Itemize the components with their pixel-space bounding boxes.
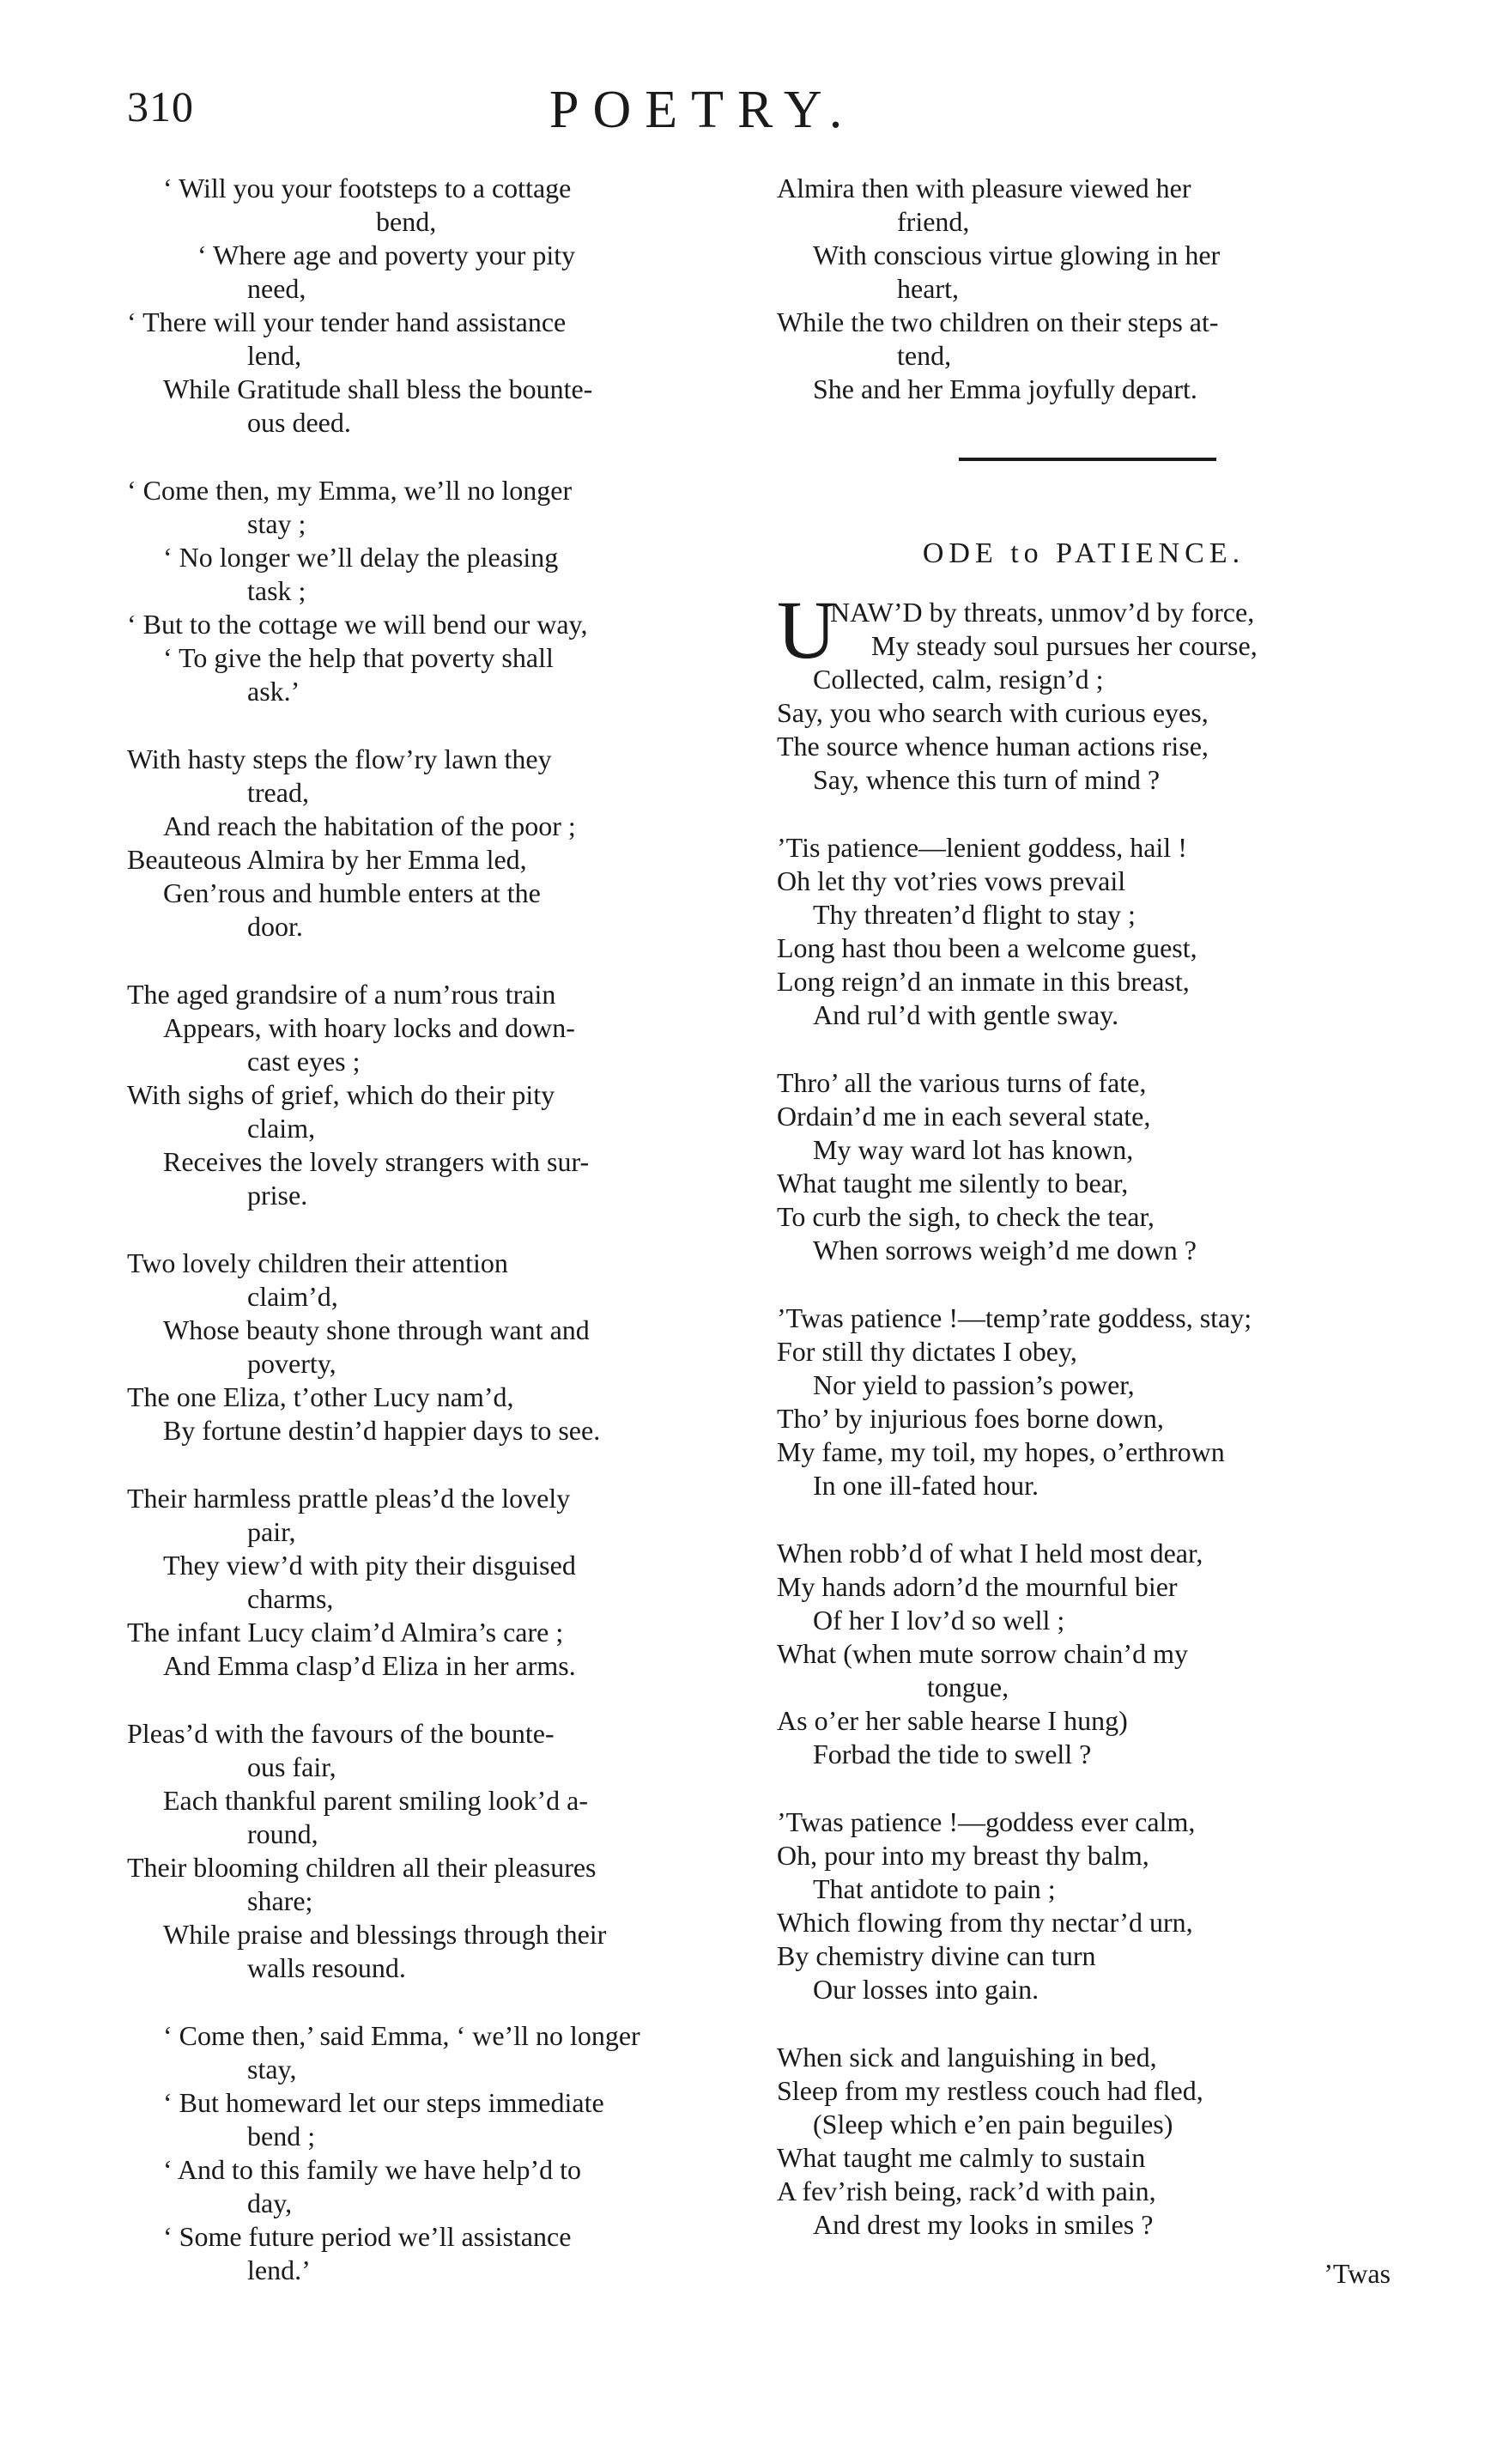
- verse-line: Of her I lov’d so well ;: [813, 1605, 1065, 1636]
- verse-line: With conscious virtue glowing in her: [813, 240, 1221, 270]
- verse-line: That antidote to pain ;: [813, 1873, 1056, 1904]
- verse-line: pair,: [247, 1516, 296, 1547]
- verse-line: Which flowing from thy nectar’d urn,: [777, 1907, 1193, 1938]
- verse-line: door.: [247, 911, 303, 942]
- verse-line: ‘ Where age and poverty your pity: [197, 240, 576, 270]
- verse-line: While praise and blessings through their: [163, 1919, 607, 1950]
- verse-line: heart,: [897, 273, 959, 304]
- verse-line: The infant Lucy claim’d Almira’s care ;: [127, 1617, 564, 1648]
- verse-line: Appears, with hoary locks and down-: [163, 1012, 575, 1043]
- stanza: [777, 1806, 1391, 2006]
- verse-line: While Gratitude shall bless the bounte-: [163, 373, 593, 404]
- drop-cap: U: [777, 584, 837, 676]
- stanza: [777, 1537, 1391, 1771]
- verse-line: tongue,: [927, 1672, 1009, 1702]
- verse-line: ask.’: [247, 676, 300, 707]
- verse-line: cast eyes ;: [247, 1046, 361, 1077]
- verse-line: ous deed.: [247, 407, 351, 438]
- verse-line: ‘ But to the cottage we will bend our way,: [127, 609, 588, 640]
- verse-line: tread,: [247, 777, 309, 808]
- stanza: [777, 172, 1391, 406]
- verse-line: Each thankful parent smiling look’d a-: [163, 1785, 588, 1816]
- verse-line: share;: [247, 1885, 313, 1916]
- verse-line: bend,: [376, 206, 437, 237]
- verse-line: With sighs of grief, which do their pity: [127, 1079, 555, 1110]
- verse-line: What taught me calmly to sustain: [777, 2142, 1146, 2173]
- verse-line: My fame, my toil, my hopes, o’erthrown: [777, 1436, 1225, 1467]
- verse-line: Sleep from my restless couch had fled,: [777, 2075, 1203, 2106]
- verse-line: My steady soul pursues her course,: [871, 630, 1258, 661]
- page-number: 310: [127, 82, 194, 130]
- verse-line: Oh, pour into my breast thy balm,: [777, 1840, 1149, 1871]
- stanza: [777, 1066, 1391, 1267]
- verse-line: stay ;: [247, 508, 306, 539]
- verse-line: NAW’D by threats, unmov’d by force,: [830, 597, 1255, 628]
- verse-line: Beauteous Almira by her Emma led,: [127, 844, 527, 875]
- verse-line: walls resound.: [247, 1952, 406, 1983]
- verse-line: task ;: [247, 575, 306, 606]
- verse-line: Long reign’d an inmate in this breast,: [777, 966, 1190, 997]
- stanza: [777, 831, 1391, 1032]
- verse-line: For still thy dictates I obey,: [777, 1336, 1077, 1367]
- stanza: [127, 474, 754, 708]
- verse-line: She and her Emma joyfully depart.: [813, 373, 1197, 404]
- ode-title: ODE to PATIENCE.: [922, 537, 1246, 569]
- verse-line: They view’d with pity their disguised: [163, 1550, 576, 1581]
- verse-line: My way ward lot has known,: [813, 1134, 1134, 1165]
- verse-line: day,: [247, 2188, 293, 2218]
- catchword: ’Twas: [1324, 2258, 1391, 2289]
- stanza: [127, 2019, 754, 2287]
- verse-line: Receives the lovely strangers with sur-: [163, 1146, 590, 1177]
- verse-line: In one ill-fated hour.: [813, 1470, 1040, 1501]
- verse-line: By chemistry divine can turn: [777, 1940, 1096, 1971]
- verse-line: When robb’d of what I held most dear,: [777, 1538, 1203, 1569]
- verse-line: What taught me silently to bear,: [777, 1168, 1129, 1199]
- verse-line: Ordain’d me in each several state,: [777, 1101, 1151, 1132]
- verse-line: While the two children on their steps at-: [777, 306, 1219, 337]
- verse-line: Nor yield to passion’s power,: [813, 1369, 1135, 1400]
- verse-line: ‘ Come then, my Emma, we’ll no longer: [127, 475, 573, 506]
- verse-line: The aged grandsire of a num’rous train: [127, 979, 556, 1010]
- verse-line: ‘ To give the help that poverty shall: [163, 642, 554, 673]
- stanza: [777, 1302, 1391, 1502]
- verse-line: claim’d,: [247, 1281, 338, 1312]
- running-head: POETRY.: [549, 81, 857, 139]
- verse-line: lend.’: [247, 2255, 311, 2285]
- verse-line: Their harmless prattle pleas’d the lovely: [127, 1483, 571, 1514]
- left-column: [127, 172, 754, 2321]
- verse-line: ‘ But homeward let our steps immediate: [163, 2087, 604, 2118]
- verse-line: What (when mute sorrow chain’d my: [777, 1638, 1188, 1669]
- verse-line: stay,: [247, 2054, 297, 2085]
- verse-line: And Emma clasp’d Eliza in her arms.: [163, 1650, 576, 1681]
- verse-line: ’Twas patience !—goddess ever calm,: [777, 1806, 1196, 1837]
- verse-line: ous fair,: [247, 1751, 336, 1782]
- verse-line: tend,: [897, 340, 952, 371]
- section-separator-rule: [959, 458, 1216, 461]
- verse-line: Pleas’d with the favours of the bounte-: [127, 1718, 555, 1749]
- verse-line: ‘ Will you your footsteps to a cottage: [163, 173, 572, 203]
- verse-line: With hasty steps the flow’ry lawn they: [127, 743, 552, 774]
- verse-line: Whose beauty shone through want and: [163, 1314, 590, 1345]
- verse-line: And rul’d with gentle sway.: [813, 999, 1119, 1030]
- verse-line: Tho’ by injurious foes borne down,: [777, 1403, 1164, 1434]
- stanza: [127, 1247, 754, 1447]
- verse-line: The source whence human actions rise,: [777, 731, 1209, 762]
- verse-line: Almira then with pleasure viewed her: [777, 173, 1191, 203]
- verse-line: To curb the sigh, to check the tear,: [777, 1201, 1155, 1232]
- verse-line: ‘ And to this family we have help’d to: [163, 2154, 582, 2185]
- verse-line: ‘ There will your tender hand assistance: [127, 306, 567, 337]
- stanza: [127, 1482, 754, 1683]
- verse-line: By fortune destin’d happier days to see.: [163, 1415, 601, 1446]
- right-column: [777, 172, 1391, 2291]
- verse-line: ‘ No longer we’ll delay the pleasing: [163, 542, 559, 573]
- verse-line: Forbad the tide to swell ?: [813, 1739, 1092, 1769]
- stanza: [127, 172, 754, 440]
- verse-line: (Sleep which e’en pain beguiles): [813, 2109, 1173, 2139]
- verse-line: poverty,: [247, 1348, 336, 1379]
- verse-line: When sick and languishing in bed,: [777, 2042, 1157, 2073]
- verse-line: Long hast thou been a welcome guest,: [777, 932, 1197, 963]
- stanza: [777, 2041, 1391, 2242]
- verse-line: ’Twas patience !—temp’rate goddess, stay;: [777, 1302, 1252, 1333]
- verse-line: round,: [247, 1818, 318, 1849]
- verse-line: Thy threaten’d flight to stay ;: [813, 899, 1136, 930]
- verse-line: Thro’ all the various turns of fate,: [777, 1067, 1147, 1098]
- verse-line: bend ;: [247, 2121, 316, 2151]
- verse-line: prise.: [247, 1180, 308, 1211]
- verse-line: ‘ Some future period we’ll assistance: [163, 2221, 572, 2252]
- verse-line: claim,: [247, 1113, 316, 1144]
- verse-line: A fev’rish being, rack’d with pain,: [777, 2176, 1156, 2206]
- verse-line: Collected, calm, resign’d ;: [813, 664, 1104, 695]
- verse-line: Gen’rous and humble enters at the: [163, 877, 541, 908]
- verse-line: Say, whence this turn of mind ?: [813, 764, 1161, 795]
- verse-line: lend,: [247, 340, 302, 371]
- verse-line: My hands adorn’d the mournful bier: [777, 1571, 1178, 1602]
- stanza: [127, 978, 754, 1212]
- verse-line: ’Tis patience—lenient goddess, hail !: [777, 832, 1187, 863]
- page-header: [120, 82, 1391, 150]
- verse-line: charms,: [247, 1583, 334, 1614]
- verse-line: Two lovely children their attention: [127, 1247, 508, 1278]
- verse-line: And drest my looks in smiles ?: [813, 2209, 1154, 2240]
- verse-line: The one Eliza, t’other Lucy nam’d,: [127, 1381, 514, 1412]
- verse-line: friend,: [897, 206, 970, 237]
- verse-line: Our losses into gain.: [813, 1974, 1040, 2005]
- verse-line: Their blooming children all their pleasures: [127, 1852, 597, 1883]
- verse-line: Say, you who search with curious eyes,: [777, 697, 1209, 728]
- verse-line: need,: [247, 273, 306, 304]
- verse-line: And reach the habitation of the poor ;: [163, 810, 576, 841]
- stanza: [127, 743, 754, 944]
- stanza: [127, 1717, 754, 1985]
- stanza: [777, 584, 1391, 797]
- verse-line: Oh let thy vot’ries vows prevail: [777, 865, 1126, 896]
- verse-line: As o’er her sable hearse I hung): [777, 1705, 1128, 1736]
- verse-line: When sorrows weigh’d me down ?: [813, 1235, 1197, 1265]
- verse-line: ‘ Come then,’ said Emma, ‘ we’ll no longer: [163, 2020, 640, 2051]
